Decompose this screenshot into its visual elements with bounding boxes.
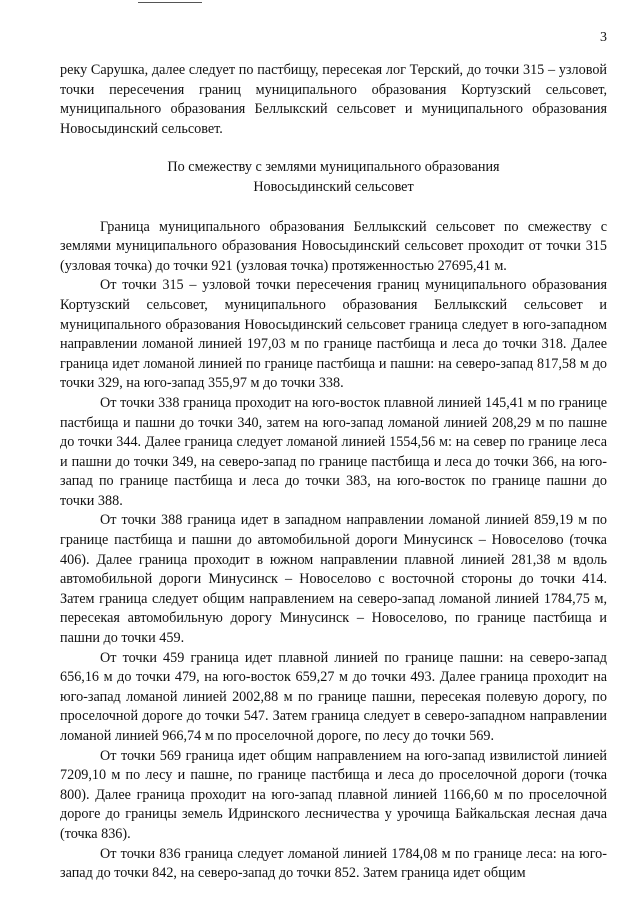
paragraph: От точки 569 граница идет общим направлением на юго-запад извилистой линией 7209,10 м по лесу и пашне, по границе пастбища и леса до проселочной дороги (точка 800). Далее граница проходит на юго-запад плавной линией 1166,60 м по проселочной дороге до границы земель Идринского лесничества у урочища Байкальская лесная дача (точка 836). [60, 747, 607, 842]
paragraph: От точки 836 граница следует ломаной линией 1784,08 м по границе леса: на юго-запад до точки 842, на северо-запад до точки 852. Затем граница идет общим [60, 845, 607, 882]
page-number: 3 [600, 30, 607, 45]
intro-paragraph: реку Сарушка, далее следует по пастбищу, пересекая лог Терский, до точки 315 – узловой точки пересечения границ муниципального образования Кортузский сельсовет, муниципального образования Беллыкский сельсовет и муниципального образования Новосыдинский сельсовет. [60, 62, 607, 137]
section-heading-line-1: По смежеству с землями муниципального образования [167, 159, 500, 176]
top-rule [138, 2, 202, 3]
paragraph: От точки 388 граница идет в западном направлении ломаной линией 859,19 м по границе пастбища и пашни до автомобильной дороги Минусинск – Новоселово (точка 406). Далее граница проходит в южном направлении плавной линией 281,38 м вдоль автомобильной дороги Минусинск – Новоселово с восточной стороны до точки 414. Затем граница следует общим направлением на северо-запад ломаной линией 1784,75 м, пересекая автомобильную дорогу Минусинск – Новоселово, по границе пастбища и пашни до точки 459. [60, 512, 607, 647]
paragraph: От точки 459 граница идет плавной линией по границе пашни: на северо-запад 656,16 м до точки 479, на юго-восток 659,27 м до точки 493. Далее граница проходит на юго-запад ломаной линией 2002,88 м по границе пашни, пересекая полевую дорогу, по проселочной дороге до точки 547. Затем граница следует в северо-западном направлении ломаной линией 966,74 м по проселочной дороге, по лесу до точки 569. [60, 649, 607, 744]
paragraph: От точки 338 граница проходит на юго-восток плавной линией 145,41 м по границе пастбища и пашни до точки 340, затем на юго-запад ломаной линией 208,29 м по пашне до точки 344. Далее граница следует ломаной линией 1554,56 м: на север по границе леса и пашни до точки 349, на северо-запад по границе пастбища и леса до точки 366, на юго-запад по границе пастбища и леса до точки 383, на юго-восток по границе пашни до точки 388. [60, 394, 607, 509]
paragraph: От точки 315 – узловой точки пересечения границ муниципального образования Кортузский сельсовет, муниципального образования Беллыкский сельсовет и муниципального образования Новосыдинский сельсовет граница следует в юго-западном направлении ломаной линией 197,03 м по границе пастбища и леса до точки 318. Далее граница идет ломаной линией по границе пастбища и пашни: на северо-запад 817,58 м до точки 329, на юго-запад 355,97 м до точки 338. [60, 277, 607, 392]
section-heading-line-2: Новосыдинский сельсовет [253, 178, 414, 195]
paragraph: Граница муниципального образования Беллыкский сельсовет по смежеству с землями муниципального образования Новосыдинский сельсовет проходит от точки 315 (узловая точка) до точки 921 (узловая точка) протяженностью 27695,41 м. [60, 218, 607, 274]
section-heading [60, 158, 607, 197]
page-content [60, 61, 607, 884]
